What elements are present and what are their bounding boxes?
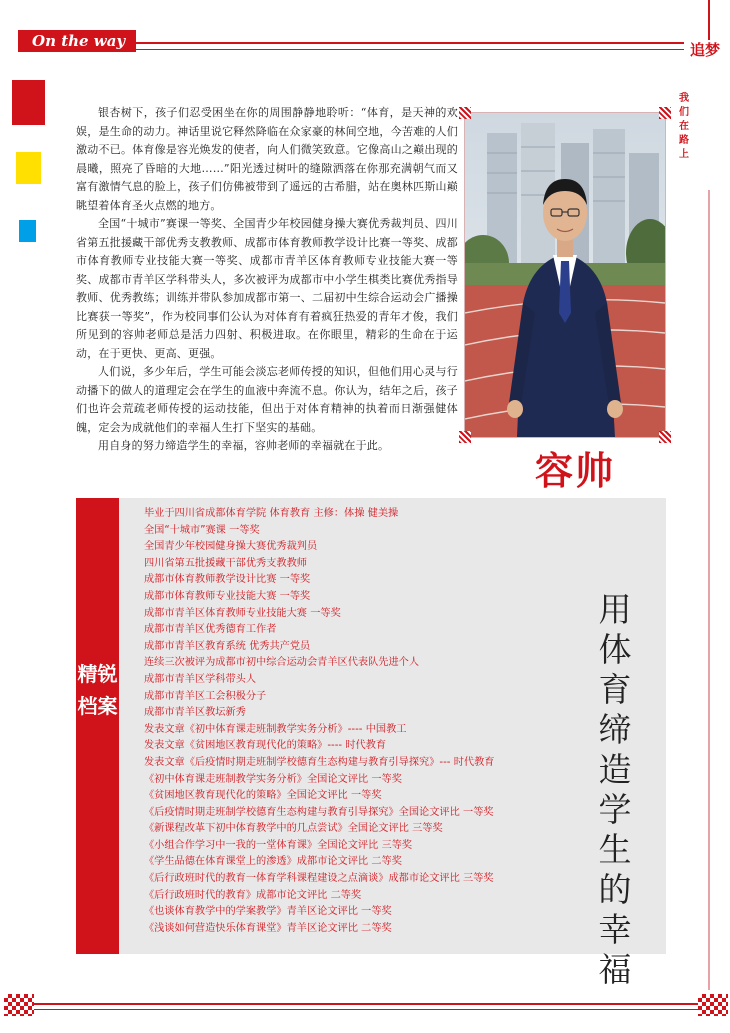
corner-ornament	[659, 431, 671, 443]
footer-ornament-left	[4, 994, 34, 1016]
list-item: 《后行政班时代的教育》成都市论文评比 二等奖	[144, 889, 362, 901]
list-item: 《后行政班时代的教育一体育学科课程建设之点滴谈》成都市论文评比 三等奖	[144, 873, 494, 885]
list-item: 成都市体育教师专业技能大赛 一等奖	[144, 590, 311, 602]
section-tag: On the way	[18, 30, 136, 52]
header-rule-thin	[136, 49, 684, 50]
person-name: 容帅	[534, 449, 615, 493]
motto-vertical: 用体育缔造学生的幸福	[598, 590, 632, 989]
list-item: 全国青少年校园健身操大赛优秀裁判员	[144, 541, 318, 553]
corner-ornament	[659, 107, 671, 119]
list-item: 四川省第五批援藏干部优秀支教教师	[144, 557, 307, 569]
footer-rule	[34, 1003, 698, 1005]
side-column-subtitle: 我们在路上	[679, 93, 689, 160]
article-body	[76, 104, 458, 456]
list-item: 《浅谈如何营造快乐体育课堂》青羊区论文评比 二等奖	[144, 922, 392, 934]
list-item: 《学生品德在体育课堂上的渗透》成都市论文评比 二等奖	[144, 856, 402, 868]
list-item: 成都市青羊区教育系统 优秀共产党员	[144, 640, 311, 652]
list-item: 《新课程改革下初中体育教学中的几点尝试》全国论文评比 三等奖	[144, 823, 443, 835]
list-item: 发表文章《后疫情时期走班制学校德育生态构建与教育引导探究》--- 时代教育	[144, 756, 495, 768]
list-item: 成都市青羊区体育教师专业技能大赛 一等奖	[144, 607, 341, 619]
corner-ornament	[459, 107, 471, 119]
list-item: 成都市青羊区工会积极分子	[144, 690, 267, 702]
list-item: 成都市青羊区学科带头人	[144, 673, 257, 685]
decor-block-blue	[19, 220, 36, 242]
decor-block-yellow	[16, 152, 41, 184]
list-item: 成都市青羊区教坛新秀	[144, 707, 246, 719]
profile-panel-label: 精锐档案	[77, 662, 118, 718]
article-paragraph: 全国“十城市”赛课一等奖、全国青少年校园健身操大赛优秀裁判员、四川省第五批援藏干部优秀支教教师、成都市体育教师教学设计比赛一等奖、成都市体育教师专业技能大赛一等奖、成都市青羊区体育教师专业技能大赛一等奖、成都市青羊区学科带头人，多次被评为成都市中小学生棋类比赛优秀指导教师、优秀教练；训练并带队参加成都市第一、二届初中生综合运动会广播操比赛获一等奖”，作为校同事们公认为对体育有着疯狂热爱的青年才俊，我们所见到的容帅老师总是活力四射、积极进取。在你眼里，精彩的生命在于运动，在于更快、更高、更强。	[76, 217, 458, 360]
side-column-title: 追梦	[690, 41, 721, 59]
article-paragraph: 人们说，多少年后，学生可能会淡忘老师传授的知识，但他们用心灵与行动播下的做人的道理定会在学生的血液中奔流不息。你认为，结年之后，孩子们也许会荒疏老师传授的运动技能，但出于对体育精神的执着而日渐强健体魄，定会为成就他们的幸福人生打下坚实的基础。	[76, 365, 458, 434]
list-item: 《后疫情时期走班制学校德育生态构建与教育引导探究》全国论文评比 一等奖	[144, 806, 494, 818]
portrait-frame	[464, 112, 666, 438]
list-item: 毕业于四川省成都体育学院 体育教育 主修：体操 健美操	[144, 508, 399, 519]
side-rule-top	[708, 0, 710, 40]
decor-block-red	[12, 80, 45, 125]
profile-panel-sidebar	[76, 498, 119, 954]
portrait-photo	[465, 113, 665, 437]
list-item: 连续三次被评为成都市初中综合运动会青羊区代表队先进个人	[144, 657, 420, 669]
footer-ornament-right	[698, 994, 728, 1016]
corner-ornament	[459, 431, 471, 443]
list-item: 成都市体育教师教学设计比赛 一等奖	[144, 574, 311, 586]
header-rule	[136, 42, 684, 44]
achievement-list	[144, 506, 564, 937]
list-item: 发表文章《贫困地区教育现代化的策略》---- 时代教育	[144, 740, 387, 752]
list-item: 《初中体育课走班制教学实务分析》全国论文评比 一等奖	[144, 773, 402, 785]
list-item: 《贫困地区教育现代化的策略》全国论文评比 一等奖	[144, 790, 382, 802]
list-item: 发表文章《初中体育课走班制教学实务分析》---- 中国教工	[144, 723, 407, 735]
side-rule	[708, 190, 710, 990]
article-paragraph: 用自身的努力缔造学生的幸福，容帅老师的幸福就在于此。	[98, 439, 390, 452]
footer-rule-thin	[34, 1009, 698, 1010]
list-item: 成都市青羊区优秀德育工作者	[144, 624, 277, 636]
list-item: 全国“十城市”赛课 一等奖	[144, 524, 260, 536]
list-item: 《小组合作学习中一我的一堂体育课》全国论文评比 三等奖	[144, 839, 413, 851]
list-item: 《也谈体育教学中的学案教学》青羊区论文评比 一等奖	[144, 906, 392, 918]
article-paragraph: 银杏树下，孩子们忍受困坐在你的周围静静地聆听：“体育，是天神的欢娱，是生命的动力。神话里说它释然降临在众家豪的林间空地，今苦难的人们激动不已。体育像是容光焕发的使者，向人们微笑致意。它像高山之巅出现的晨曦，照亮了昏暗的大地……”阳光透过树叶的缝隙洒落在你那充满朝气而又富有激情气息的脸上，孩子们仿佛被带到了遥远的古希腊，站在奥林匹斯山巅眺望着体育圣火点燃的地方。	[76, 106, 458, 212]
